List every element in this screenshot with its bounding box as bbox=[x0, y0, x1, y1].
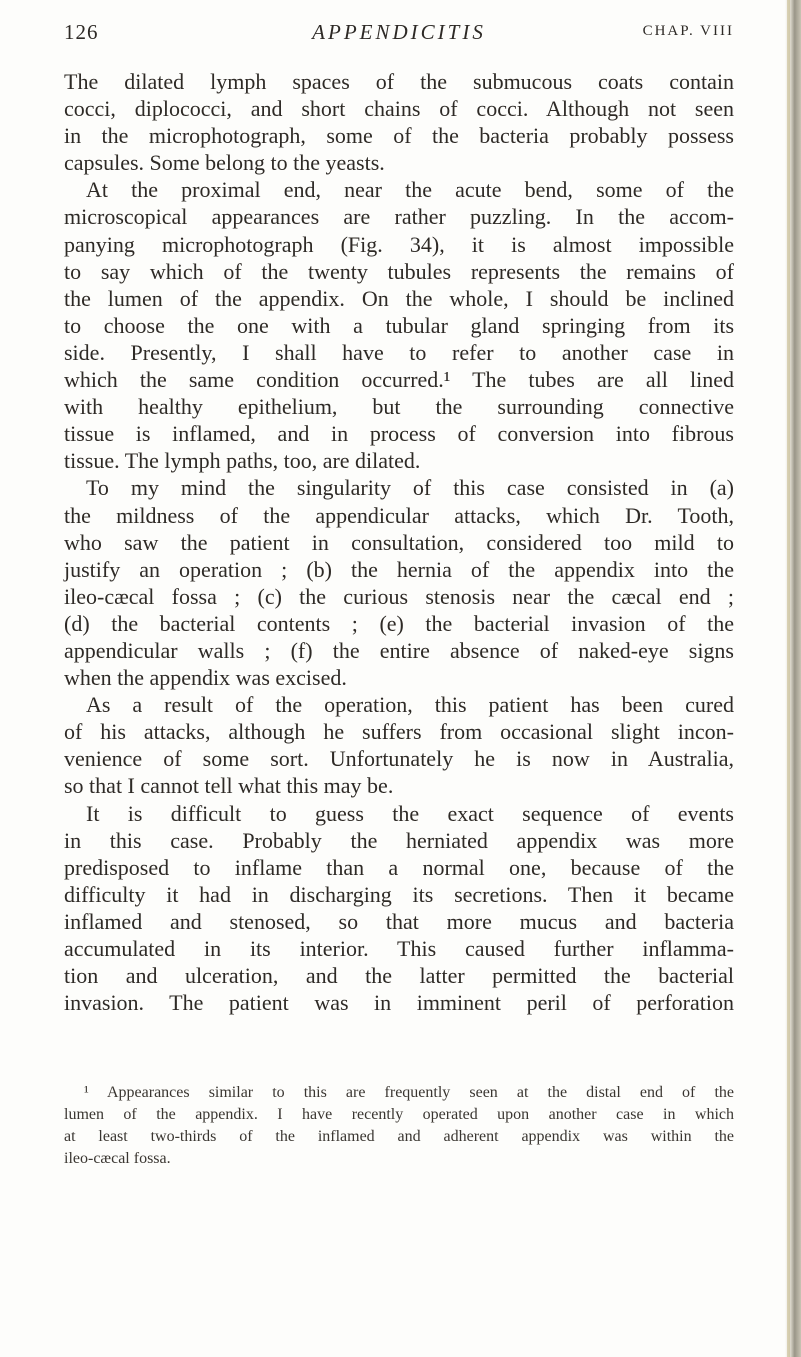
text-line: in this case. Probably the herniated appendix was more bbox=[64, 827, 734, 853]
text-line: tissue is inflamed, and in process of conversion into fibrous bbox=[64, 421, 734, 447]
text-line: of his attacks, although he suffers from occasional slight incon- bbox=[64, 719, 734, 745]
text-line: As a result of the operation, this patient has been cured bbox=[86, 692, 734, 718]
text-line: capsules. Some belong to the yeasts. bbox=[64, 150, 385, 176]
text-line: panying microphotograph (Fig. 34), it is almost impossible bbox=[64, 231, 734, 257]
text-line: justify an operation ; (b) the hernia of the appendix into the bbox=[64, 556, 734, 582]
footnote-line: lumen of the appendix. I have recently operated upon another case in which bbox=[64, 1106, 734, 1123]
text-line: accumulated in its interior. This caused further inflamma- bbox=[64, 936, 734, 961]
text-line: tissue. The lymph paths, too, are dilated. bbox=[64, 448, 421, 474]
text-line: To my mind the singularity of this case consisted in (a) bbox=[86, 475, 734, 501]
text-line: tion and ulceration, and the latter permitted the bacterial bbox=[64, 963, 734, 989]
text-line: with healthy epithelium, but the surrounding connective bbox=[64, 394, 734, 420]
text-line: venience of some sort. Unfortunately he is now in Australia, bbox=[64, 746, 734, 772]
text-line: inflamed and stenosed, so that more mucus and bacteria bbox=[64, 908, 734, 934]
text-line: in the microphotograph, some of the bacteria probably possess bbox=[64, 123, 734, 149]
footnotes bbox=[64, 1082, 734, 1170]
text-line: difficulty it had in discharging its secretions. Then it became bbox=[64, 881, 734, 907]
text-line: side. Presently, I shall have to refer to another case in bbox=[64, 339, 734, 365]
text-line: At the proximal end, near the acute bend, some of the bbox=[86, 177, 734, 203]
text-line: the mildness of the appendicular attacks, which Dr. Tooth, bbox=[64, 502, 734, 528]
footnote-line: ¹ Appearances similar to this are frequently seen at the distal end of the bbox=[84, 1084, 734, 1101]
text-line: ileo-cæcal fossa ; (c) the curious stenosis near the cæcal end ; bbox=[64, 583, 734, 609]
text-line: cocci, diplococci, and short chains of cocci. Although not seen bbox=[64, 96, 734, 122]
text-line: It is difficult to guess the exact sequence of events bbox=[86, 800, 734, 826]
text-line: when the appendix was excised. bbox=[64, 665, 347, 691]
text-line: who saw the patient in consultation, considered too mild to bbox=[64, 529, 734, 555]
text-line: The dilated lymph spaces of the submucous coats contain bbox=[64, 69, 734, 94]
text-line: which the same condition occurred.¹ The tubes are all lined bbox=[64, 367, 734, 393]
footnote-line: ileo-cæcal fossa. bbox=[64, 1150, 171, 1167]
text-line: appendicular walls ; (f) the entire absence of naked-eye signs bbox=[64, 637, 734, 663]
text-line: to choose the one with a tubular gland springing from its bbox=[64, 312, 734, 338]
text-line: to say which of the twenty tubules represents the remains of bbox=[64, 258, 734, 284]
chapter-label: CHAP. VIII bbox=[642, 23, 734, 39]
page-binding-edge bbox=[785, 0, 801, 1357]
text-line: microscopical appearances are rather puzzling. In the accom- bbox=[64, 204, 734, 230]
page-number: 126 bbox=[64, 20, 99, 44]
text-line: the lumen of the appendix. On the whole, I should be inclined bbox=[64, 285, 734, 311]
text-line: predisposed to inflame than a normal one, because of the bbox=[64, 854, 734, 880]
text-line: invasion. The patient was in imminent peril of perforation bbox=[64, 990, 734, 1016]
footnote-line: at least two-thirds of the inflamed and adherent appendix was within the bbox=[64, 1128, 734, 1145]
text-line: so that I cannot tell what this may be. bbox=[64, 773, 394, 799]
text-line: (d) the bacterial contents ; (e) the bacterial invasion of the bbox=[64, 610, 734, 636]
page-header bbox=[64, 20, 734, 50]
running-title: APPENDICITIS bbox=[312, 20, 486, 44]
body-text bbox=[64, 68, 734, 1016]
